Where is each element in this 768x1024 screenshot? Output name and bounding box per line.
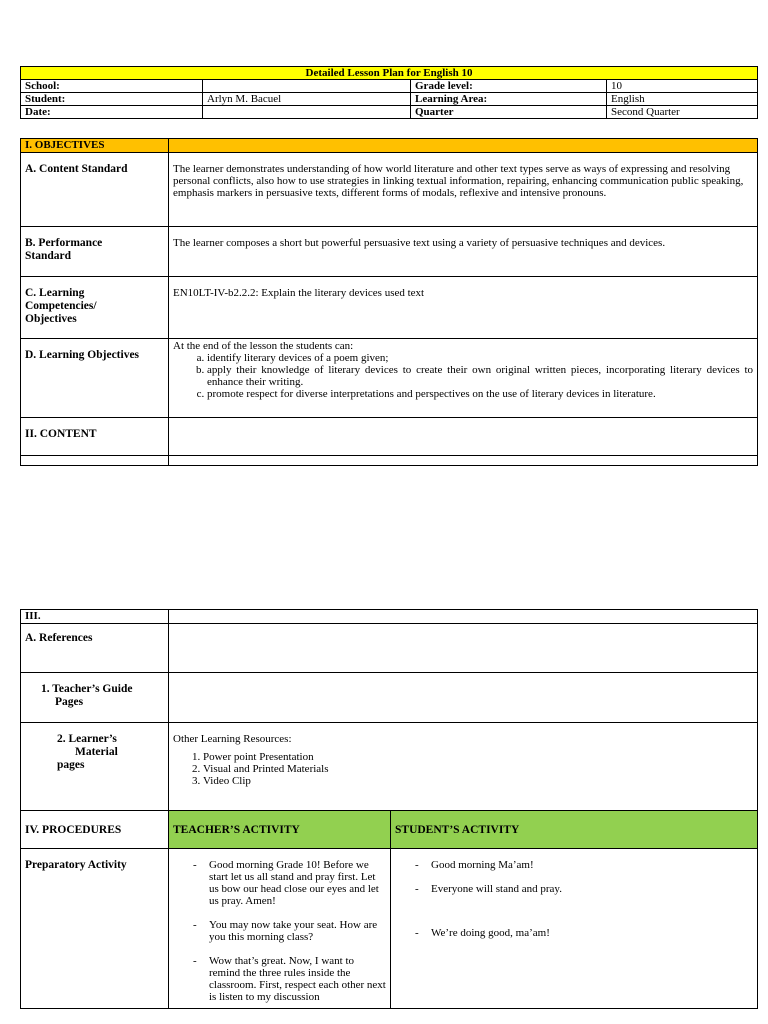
resources-procedures-table: [20, 609, 758, 1009]
school-label: School:: [21, 80, 203, 93]
teachers-guide-line-2: Pages: [55, 696, 84, 708]
competencies-label-line-1: C. Learning: [25, 287, 85, 299]
learning-objectives-label: D. Learning Objectives: [21, 339, 169, 418]
student-activity-header: STUDENT’S ACTIVITY: [391, 811, 758, 849]
objectives-table: [20, 138, 758, 466]
preparatory-activity-label: Preparatory Activity: [21, 849, 169, 1009]
teacher-activity-item: - You may now take your seat. How are you this morning class?: [209, 919, 386, 943]
student-activity-item: - Everyone will stand and pray.: [431, 883, 753, 895]
date-value: [203, 106, 411, 119]
lesson-plan-title: Detailed Lesson Plan for English 10: [21, 67, 758, 80]
teacher-activity-list: [173, 859, 386, 1003]
resource-item: 1. Power point Presentation: [203, 751, 753, 763]
references-label: A. References: [21, 624, 169, 673]
performance-standard-label: [21, 227, 169, 277]
content-cell: [169, 418, 758, 456]
other-resources-cell: [169, 723, 758, 811]
other-resources-list: [173, 751, 753, 787]
learners-material-num: 2.: [57, 733, 66, 745]
performance-label-line-1: B. Performance: [25, 237, 103, 249]
performance-standard-text: The learner composes a short but powerful persuasive text using a variety of persuasive techniques and devices.: [169, 227, 758, 277]
content-standard-label: A. Content Standard: [21, 153, 169, 227]
learners-material-line-2: Material: [75, 746, 118, 758]
header-table: [20, 66, 758, 119]
content-standard-text: The learner demonstrates understanding of how world literature and other text types serve as ways of expressing and resolving personal conflicts, also how to use strategies in linking textual information, repairing, enhancing communication public speaking, emphasis markers in persuasive texts, different forms of modals, reflexive and intensive pronouns.: [169, 153, 758, 227]
procedures-label: IV. PROCEDURES: [21, 811, 169, 849]
performance-label-line-2: Standard: [25, 250, 72, 262]
learning-objectives-cell: [169, 339, 758, 418]
teacher-activity-header: TEACHER’S ACTIVITY: [169, 811, 391, 849]
quarter-value: Second Quarter: [607, 106, 758, 119]
student-activity-item: - Good morning Ma’am!: [431, 859, 753, 871]
competencies-label-line-2: Competencies/: [25, 300, 97, 312]
learning-objective-item: a. identify literary devices of a poem given;: [207, 352, 753, 364]
content-label: II. CONTENT: [21, 418, 169, 456]
student-activity-item: - We’re doing good, ma’am!: [431, 927, 753, 939]
objectives-heading-fill: [169, 139, 758, 153]
resource-item: 2. Visual and Printed Materials: [203, 763, 753, 775]
other-resources-intro: Other Learning Resources:: [173, 733, 292, 745]
school-value: [203, 80, 411, 93]
teachers-guide-num: 1.: [41, 683, 50, 695]
learning-objective-item: c. promote respect for diverse interpretations and perspectives on the use of literary devices in literature.: [207, 388, 753, 400]
learners-material-label: [21, 723, 169, 811]
learners-material-line-1: Learner’s: [68, 733, 117, 745]
teachers-guide-line-1: Teacher’s Guide: [52, 683, 133, 695]
teachers-guide-cell: [169, 673, 758, 723]
references-cell: [169, 624, 758, 673]
teacher-activity-item: - Wow that’s great. Now, I want to remind the three rules inside the classroom. First, respect each other next is listen to my discussion: [209, 955, 386, 1003]
student-activity-list: [395, 859, 753, 939]
teacher-activity-cell: [169, 849, 391, 1009]
learning-objectives-list: [173, 352, 753, 400]
empty-cell: [21, 456, 169, 466]
learning-objectives-intro: At the end of the lesson the students can:: [173, 340, 354, 352]
quarter-label: Quarter: [411, 106, 607, 119]
student-label: Student:: [21, 93, 203, 106]
teacher-activity-item: - Good morning Grade 10! Before we start let us all stand and pray first. Let us bow our head close our eyes and let us pray. Amen!: [209, 859, 386, 907]
learning-competencies-label: [21, 277, 169, 339]
empty-cell: [169, 456, 758, 466]
resources-heading-fill: [169, 610, 758, 624]
learning-objective-item: b. apply their knowledge of literary devices to create their own original written pieces, incorporating literary devices to enhance their writing.: [207, 364, 753, 388]
learning-area-value: English: [607, 93, 758, 106]
resource-item: 3. Video Clip: [203, 775, 753, 787]
grade-level-label: Grade level:: [411, 80, 607, 93]
resources-heading: III.: [21, 610, 169, 624]
teachers-guide-label: [21, 673, 169, 723]
student-activity-cell: [391, 849, 758, 1009]
learning-area-label: Learning Area:: [411, 93, 607, 106]
learning-competencies-text: EN10LT-IV-b2.2.2: Explain the literary devices used text: [169, 277, 758, 339]
grade-level-value: 10: [607, 80, 758, 93]
objectives-heading: I. OBJECTIVES: [21, 139, 169, 153]
competencies-label-line-3: Objectives: [25, 313, 77, 325]
student-value: Arlyn M. Bacuel: [203, 93, 411, 106]
learners-material-line-3: pages: [57, 759, 85, 771]
date-label: Date:: [21, 106, 203, 119]
